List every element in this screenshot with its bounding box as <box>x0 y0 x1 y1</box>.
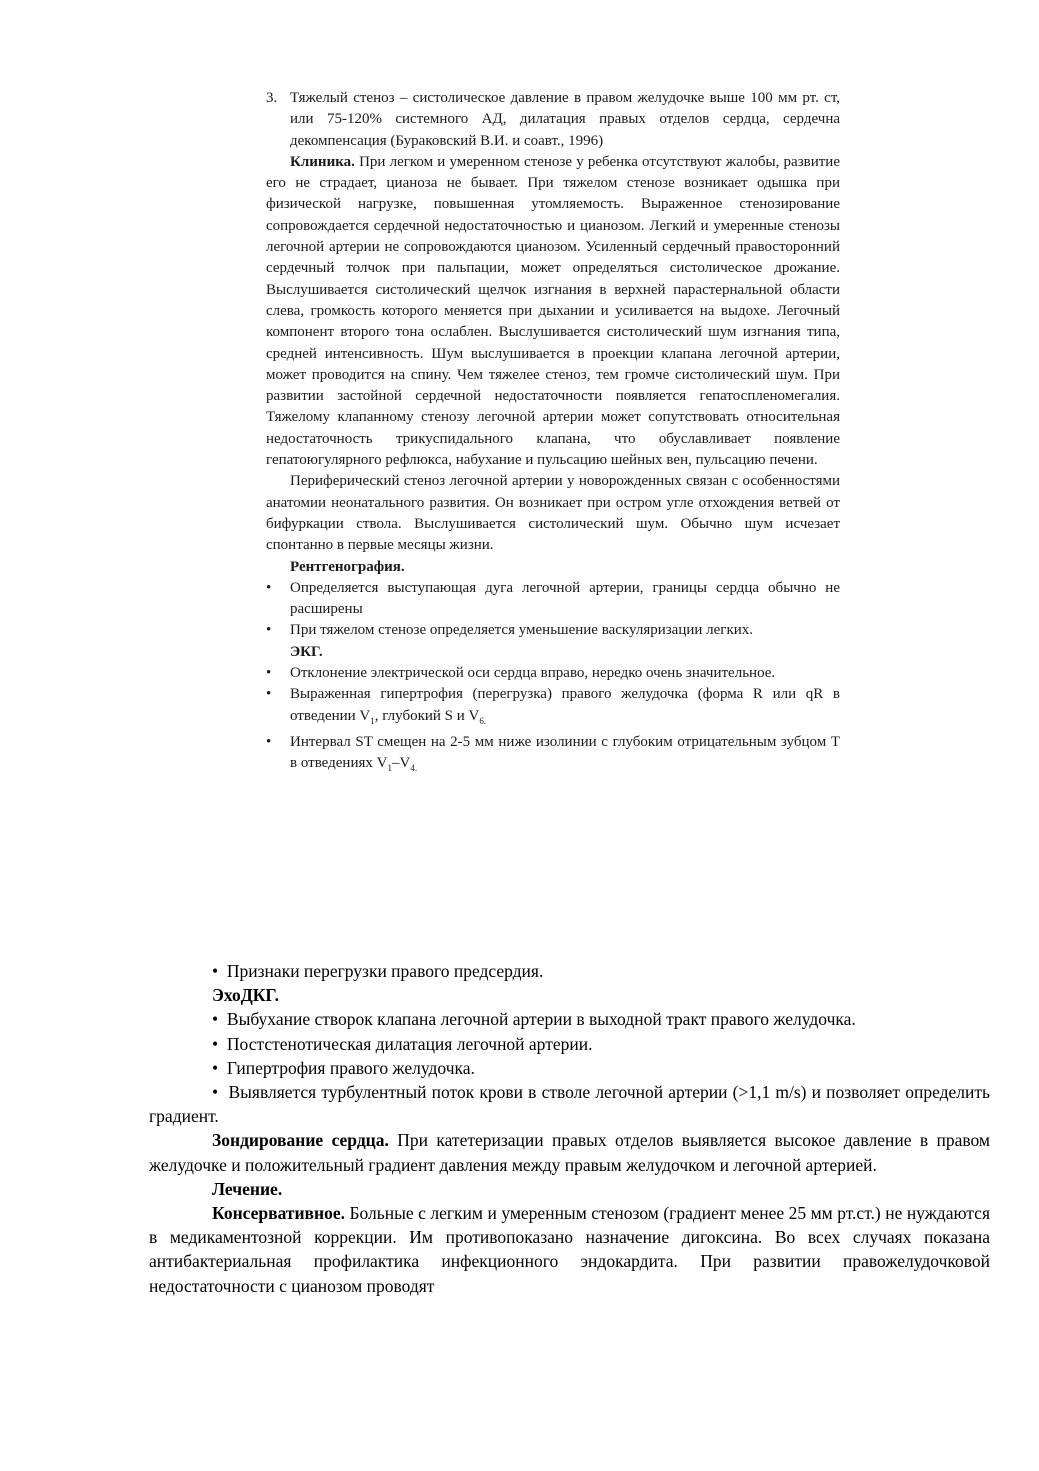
bullet: • <box>266 622 272 639</box>
treatment-heading: Лечение. <box>212 1178 283 1199</box>
xray-item: • Определяется выступающая дуга легочной артерии, границы сердца обычно не расширены <box>266 578 840 621</box>
peripheral-paragraph: Периферический стеноз легочной артерии у новорожденных связан с особенностями анатомии неонатального развития. Он возникает при остром угле отхождения ветвей от бифуркации ствола. Выслушивается систолический шум. Обычно шум исчезает спонтанно в первые месяцы жизни. <box>266 473 840 554</box>
item-3-text: Тяжелый стеноз – систолическое давление в правом желудочке выше 100 мм рт. ст, или 75-120% системного АД, дилатация правых отделов сердца, сердечна декомпенсация (Бураковский В.И. и соавт., 1996) <box>290 90 840 149</box>
echo-item: • Выявляется турбулентный поток крови в стволе легочной артерии (>1,1 m/s) и позволяет определить градиент. <box>149 1082 990 1127</box>
ekg-item: • Отклонение электрической оси сердца вправо, нередко очень значительное. <box>266 663 840 684</box>
bullet: • <box>266 733 272 750</box>
scanned-page-section <box>266 88 840 780</box>
conservative-label: Консервативное. <box>212 1203 345 1224</box>
echo-item: • Гипертрофия правого желудочка. <box>212 1057 475 1078</box>
bullet: • <box>266 686 272 703</box>
probe-label: Зондирование сердца. <box>212 1130 389 1151</box>
probe-paragraph <box>149 1128 990 1176</box>
conservative-paragraph <box>149 1201 990 1298</box>
conservative-text: Больные с легким и умеренным стенозом (градиент менее 25 мм рт.ст.) не нуждаются в медикаментозной коррекции. Им противопоказано назначение дигоксина. Во всех случаях показана антибактериальная профилактика инфекционного эндокардита. При развитии правожелудочковой недостаточности с цианозом проводят <box>149 1203 990 1296</box>
bullet: • <box>212 1033 219 1054</box>
item-3-number: 3. <box>266 90 278 106</box>
echo-heading: ЭхоДКГ. <box>212 985 279 1006</box>
typed-page-section <box>149 959 990 1298</box>
xray-heading: Рентгенография. <box>290 558 405 575</box>
ekg-item: • Интервал ST смещен на 2-5 мм ниже изолинии с глубоким отрицательным зубцом Т в отведениях $V_1-V_{4.}$ <box>266 732 840 780</box>
bullet: • <box>212 1057 219 1078</box>
bullet: • <box>212 1082 219 1103</box>
xray-list <box>266 578 840 642</box>
bullet: • <box>266 665 272 682</box>
clinic-text: При легком и умеренном стенозе у ребенка отсутствуют жалобы, развитие его не страдает, цианоза не бывает. При тяжелом стенозе возникает одышка при физической нагрузке, повышенная утомляемость. Выраженное стенозирование сопровождается сердечной недостаточностью и цианозом. Легкий и умеренные стенозы легочной артерии не сопровождаются цианозом. Усиленный сердечный правосторонний сердечный толчок при пальпации, может определяться систолическое дрожание. Выслушивается систолический щелчок изгнания в верхней парастернальной области слева, громкость которого меняется при дыхании и усиливается на выдохе. Легочный компонент второго тона ослаблен. Выслушивается систолический шум изгнания типа, средней интенсивность. Шум выслушивается в проекции клапана легочной артерии, может проводится на спину. Чем тяжелее стеноз, тем громче систолический шум. При развитии застойной сердечной недостаточности появляется гепатоспленомегалия. Тяжелому клапанному стенозу легочной артерии может сопутствовать относительная недостаточность трикуспидального клапана, что обуславливает появление гепатоюгулярного рефлюкса, набухание и пульсацию шейных вен, пульсацию печени. <box>266 153 840 469</box>
bullet: • <box>266 579 272 596</box>
ekg-list <box>266 663 840 779</box>
item-3 <box>266 88 840 152</box>
ekg-item: • Выраженная гипертрофия (перегрузка) правого желудочка (форма R или qR в отведении $V_1$, глубокий S и $V_{6.}$ <box>266 684 840 732</box>
atrium-item: • Признаки перегрузки правого предсердия. <box>212 961 544 981</box>
bullet: • <box>212 1009 219 1030</box>
clinic-paragraph <box>266 152 840 471</box>
echo-item: • Выбухание створок клапана легочной артерии в выходной тракт правого желудочка. <box>212 1009 856 1030</box>
probe-text: При катетеризации правых отделов выявляется высокое давление в правом желудочке и положительный градиент давления между правым желудочком и легочной артерией. <box>149 1130 990 1175</box>
ekg-heading: ЭКГ. <box>290 643 323 660</box>
bullet: • <box>212 961 219 981</box>
xray-item: • При тяжелом стенозе определяется уменьшение васкуляризации легких. <box>266 620 840 641</box>
clinic-label: Клиника. <box>290 153 355 170</box>
echo-item: • Постстенотическая дилатация легочной артерии. <box>212 1033 593 1054</box>
